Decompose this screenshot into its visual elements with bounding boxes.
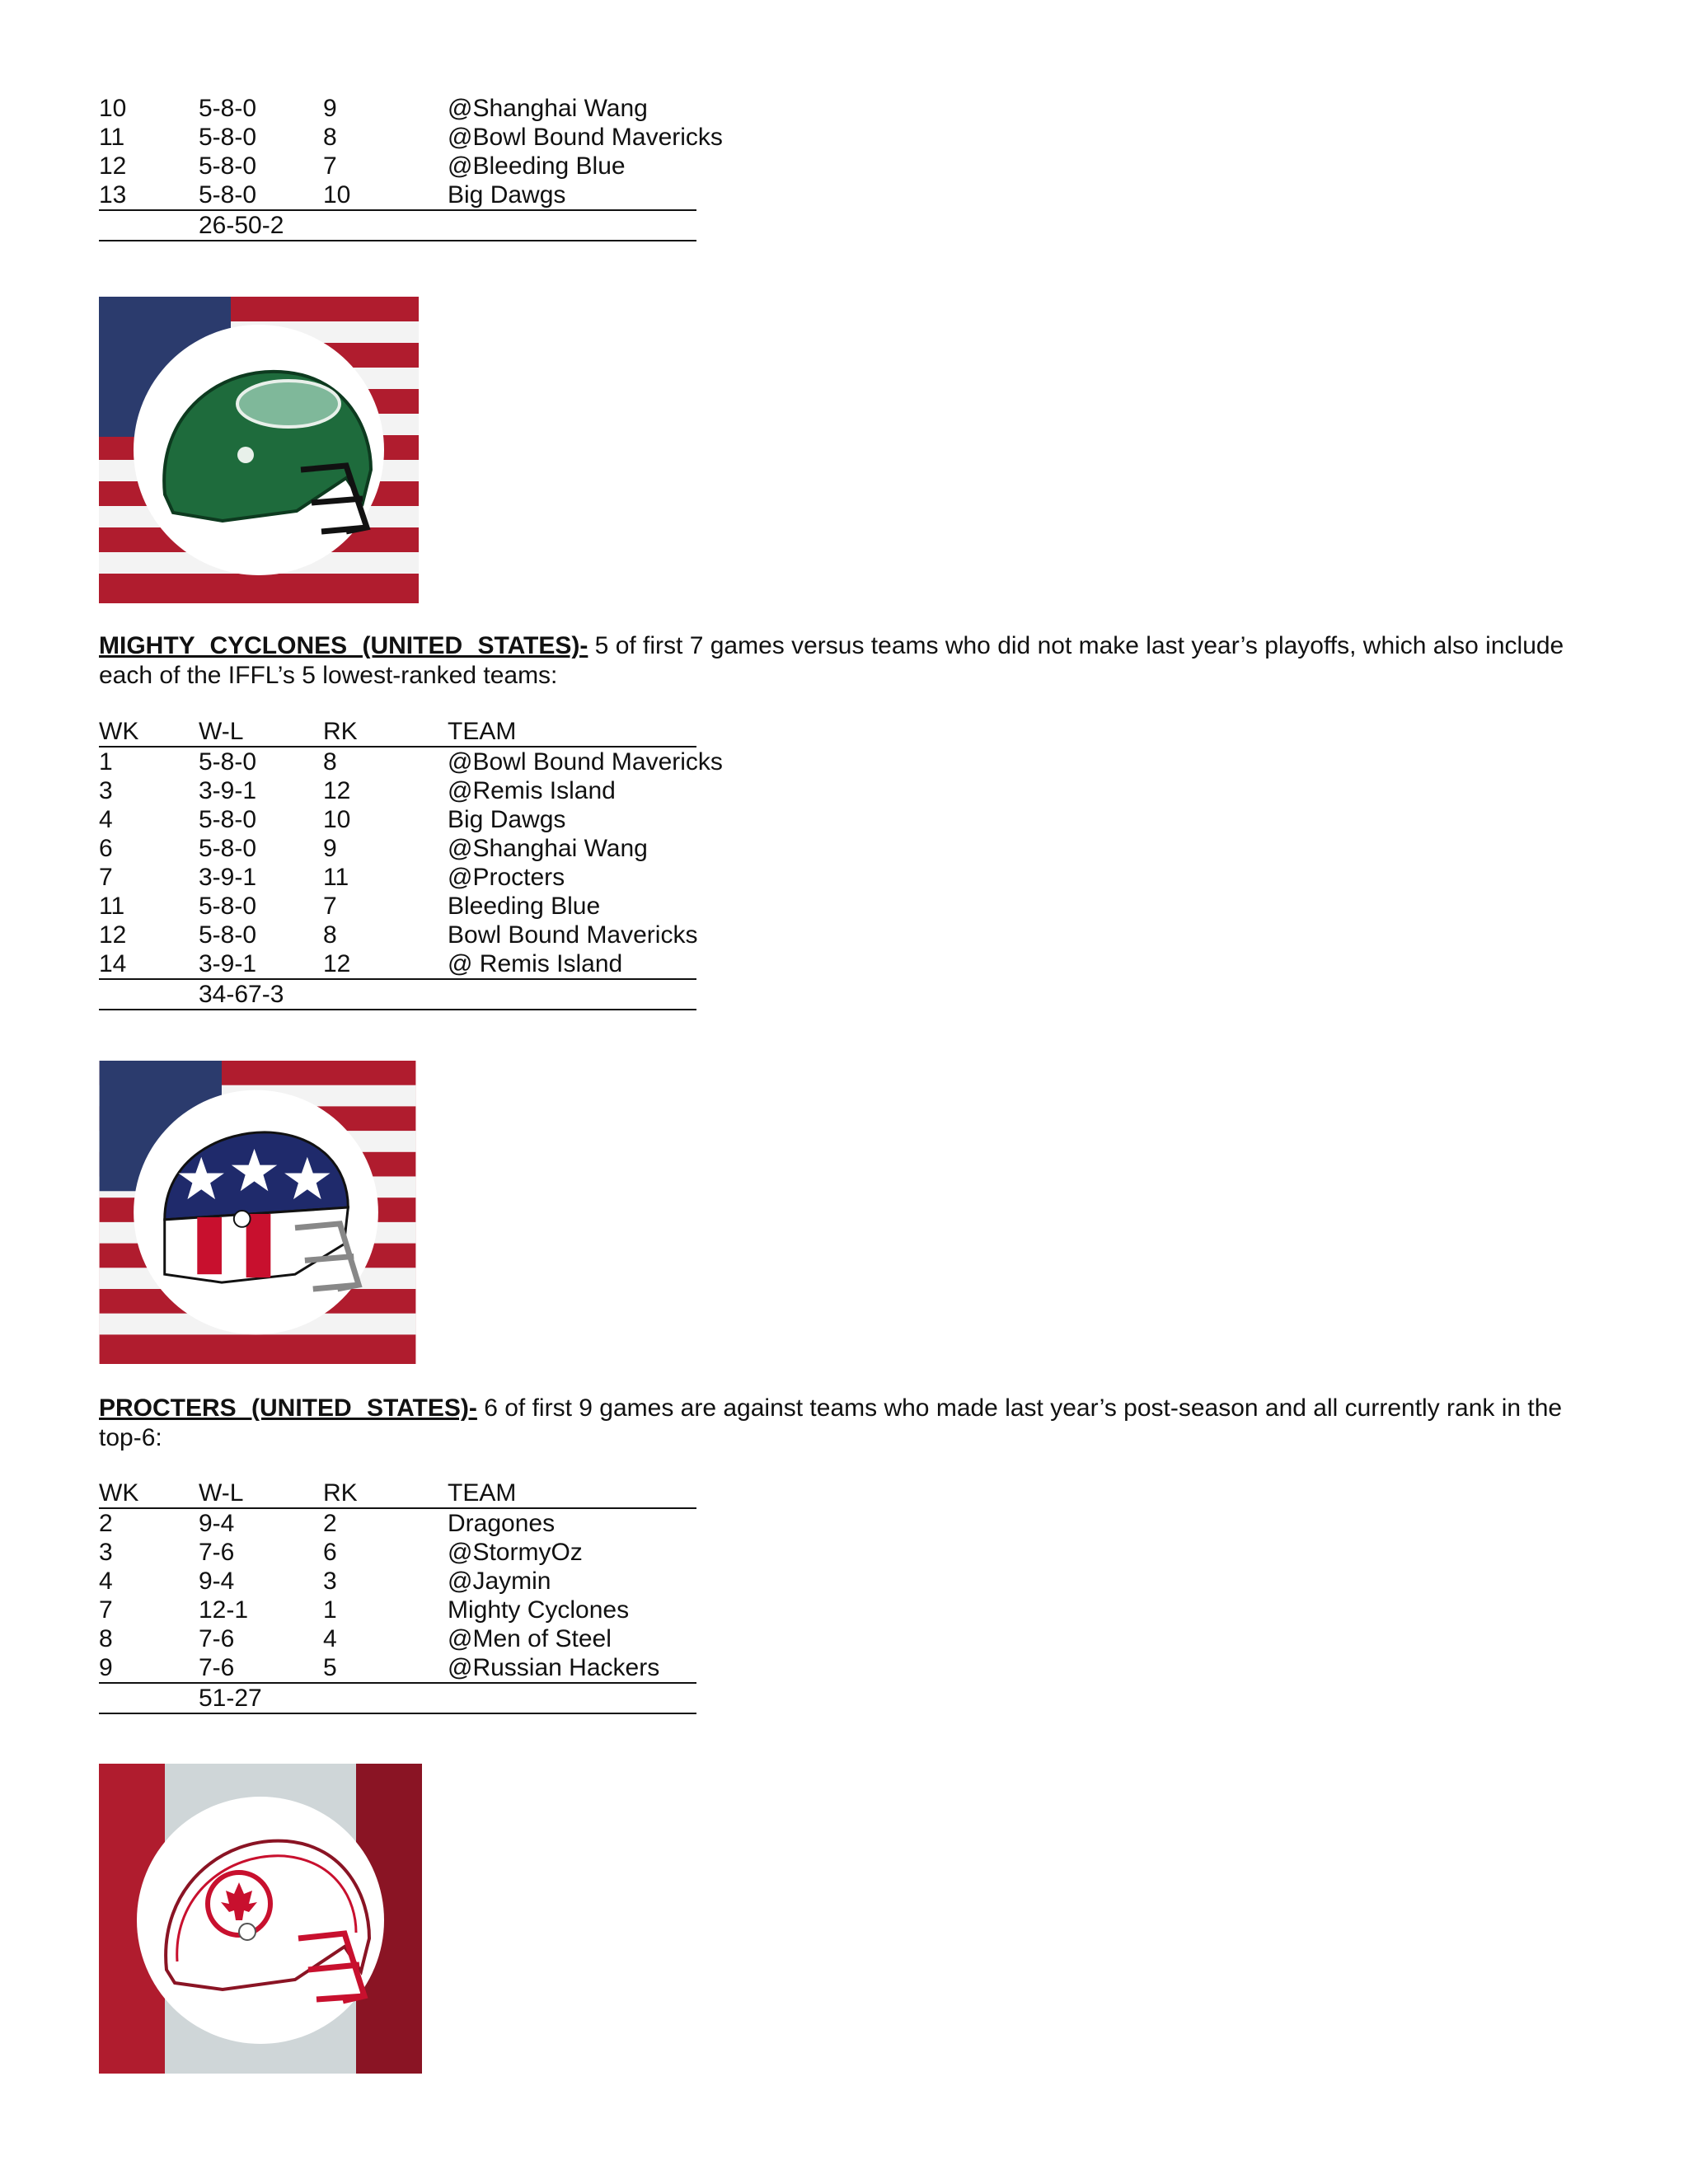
wl-cell: 5-8-0 <box>199 893 257 920</box>
team-cell: @Bowl Bound Mavericks <box>448 124 723 151</box>
wk-cell: 12 <box>99 921 127 949</box>
wk-cell: 4 <box>99 1568 113 1595</box>
table-row <box>99 805 696 834</box>
wl-cell: 5-8-0 <box>199 806 257 833</box>
wk-cell: 12 <box>99 152 127 180</box>
team-cell: Mighty Cyclones <box>448 1596 630 1624</box>
wk-cell: 11 <box>99 124 125 151</box>
rk-cell: 6 <box>323 1539 337 1566</box>
wl-cell: 3-9-1 <box>199 777 257 804</box>
section-text-cyclones: 5 of first 7 games versus teams who did not make last year’s playoffs, which also include each of the IFFL’s 5 lowest-ranked teams: <box>99 632 1564 689</box>
table-row <box>99 748 723 776</box>
header-rk: RK <box>323 718 358 745</box>
wl-cell: 5-8-0 <box>199 181 257 209</box>
cyclones-logo-image <box>99 297 419 603</box>
wl-cell: 5-8-0 <box>199 748 257 776</box>
team-cell: @Jaymin <box>448 1568 551 1595</box>
wk-cell: 10 <box>99 95 127 122</box>
table-row <box>99 1624 696 1653</box>
table-row <box>99 94 696 123</box>
team-cell: Big Dawgs <box>448 806 566 833</box>
total-row <box>99 980 696 1010</box>
table-row <box>99 949 696 980</box>
header-wl: W-L <box>199 718 244 745</box>
table-row <box>99 834 696 863</box>
rk-cell: 12 <box>323 950 351 977</box>
team-cell: @Bleeding Blue <box>448 152 626 180</box>
table-row <box>99 863 696 892</box>
section-title-cyclones: MIGHTY CYCLONES (UNITED STATES)- <box>99 632 588 659</box>
rk-cell: 4 <box>323 1625 337 1652</box>
schedule-table-prev <box>99 94 723 241</box>
table-row <box>99 776 696 805</box>
rk-cell: 10 <box>323 806 351 833</box>
wl-cell: 5-8-0 <box>199 95 257 122</box>
wk-cell: 7 <box>99 864 113 891</box>
total-cell: 51-27 <box>199 1685 262 1712</box>
team-cell: @Men of Steel <box>448 1625 612 1652</box>
header-team: TEAM <box>448 718 517 745</box>
table-header <box>99 717 696 748</box>
team-cell: @Remis Island <box>448 777 616 804</box>
team-cell: Dragones <box>448 1510 556 1537</box>
team-cell: Bowl Bound Mavericks <box>448 921 698 949</box>
header-wk: WK <box>99 718 139 745</box>
wl-cell: 9-4 <box>199 1510 235 1537</box>
wl-cell: 5-8-0 <box>199 124 257 151</box>
wk-cell: 7 <box>99 1596 113 1624</box>
rk-cell: 10 <box>323 181 351 209</box>
rk-cell: 5 <box>323 1654 337 1681</box>
team-cell: @Bowl Bound Mavericks <box>448 748 723 776</box>
total-cell: 26-50-2 <box>199 212 284 239</box>
rk-cell: 8 <box>323 748 337 776</box>
rk-cell: 8 <box>323 124 337 151</box>
section-procters-intro <box>99 1394 1566 1453</box>
wk-cell: 4 <box>99 806 113 833</box>
table-row <box>99 152 696 180</box>
rk-cell: 1 <box>323 1596 337 1624</box>
wk-cell: 6 <box>99 835 113 862</box>
wl-cell: 12-1 <box>199 1596 249 1624</box>
rk-cell: 11 <box>323 864 349 891</box>
wk-cell: 1 <box>99 748 113 776</box>
rk-cell: 8 <box>323 921 337 949</box>
table-header <box>99 1479 696 1509</box>
team-cell: @Shanghai Wang <box>448 835 648 862</box>
rk-cell: 9 <box>323 95 337 122</box>
rk-cell: 3 <box>323 1568 337 1595</box>
wl-cell: 9-4 <box>199 1568 235 1595</box>
section-title-procters: PROCTERS (UNITED STATES)- <box>99 1394 477 1422</box>
wk-cell: 3 <box>99 777 113 804</box>
table-row <box>99 921 696 949</box>
wl-cell: 3-9-1 <box>199 950 257 977</box>
team-cell: @StormyOz <box>448 1539 583 1566</box>
total-row <box>99 1684 696 1714</box>
header-wl: W-L <box>199 1479 244 1507</box>
header-wk: WK <box>99 1479 139 1507</box>
table-row <box>99 892 696 921</box>
canada-logo-image <box>99 1764 422 2074</box>
rk-cell: 2 <box>323 1510 337 1537</box>
schedule-table-procters <box>99 1479 696 1714</box>
wl-cell: 5-8-0 <box>199 835 257 862</box>
team-cell: Bleeding Blue <box>448 893 601 920</box>
total-row <box>99 211 696 241</box>
rk-cell: 7 <box>323 893 337 920</box>
procters-logo-image <box>99 1061 416 1364</box>
table-row <box>99 1596 696 1624</box>
rk-cell: 12 <box>323 777 351 804</box>
wl-cell: 7-6 <box>199 1625 235 1652</box>
team-cell: @Shanghai Wang <box>448 95 648 122</box>
wl-cell: 7-6 <box>199 1539 235 1566</box>
section-text-procters: 6 of first 9 games are against teams who made last year’s post-season and all currently rank in the top-6: <box>99 1394 1563 1451</box>
wl-cell: 5-8-0 <box>199 152 257 180</box>
header-rk: RK <box>323 1479 358 1507</box>
schedule-table-cyclones <box>99 717 723 1010</box>
wk-cell: 9 <box>99 1654 113 1681</box>
total-cell: 34-67-3 <box>199 981 284 1008</box>
table-row <box>99 123 723 152</box>
table-row <box>99 1509 696 1538</box>
team-cell: @Russian Hackers <box>448 1654 660 1681</box>
wk-cell: 2 <box>99 1510 113 1537</box>
wk-cell: 14 <box>99 950 127 977</box>
table-row <box>99 180 696 211</box>
table-row <box>99 1567 696 1596</box>
wk-cell: 3 <box>99 1539 113 1566</box>
table-row <box>99 1538 696 1567</box>
rk-cell: 7 <box>323 152 337 180</box>
wl-cell: 7-6 <box>199 1654 235 1681</box>
wl-cell: 5-8-0 <box>199 921 257 949</box>
team-cell: Big Dawgs <box>448 181 566 209</box>
rk-cell: 9 <box>323 835 337 862</box>
table-row <box>99 1653 696 1684</box>
wk-cell: 13 <box>99 181 127 209</box>
wk-cell: 11 <box>99 893 125 920</box>
team-cell: @ Remis Island <box>448 950 623 977</box>
wl-cell: 3-9-1 <box>199 864 257 891</box>
team-cell: @Procters <box>448 864 565 891</box>
wk-cell: 8 <box>99 1625 113 1652</box>
section-cyclones-intro <box>99 631 1566 691</box>
header-team: TEAM <box>448 1479 517 1507</box>
